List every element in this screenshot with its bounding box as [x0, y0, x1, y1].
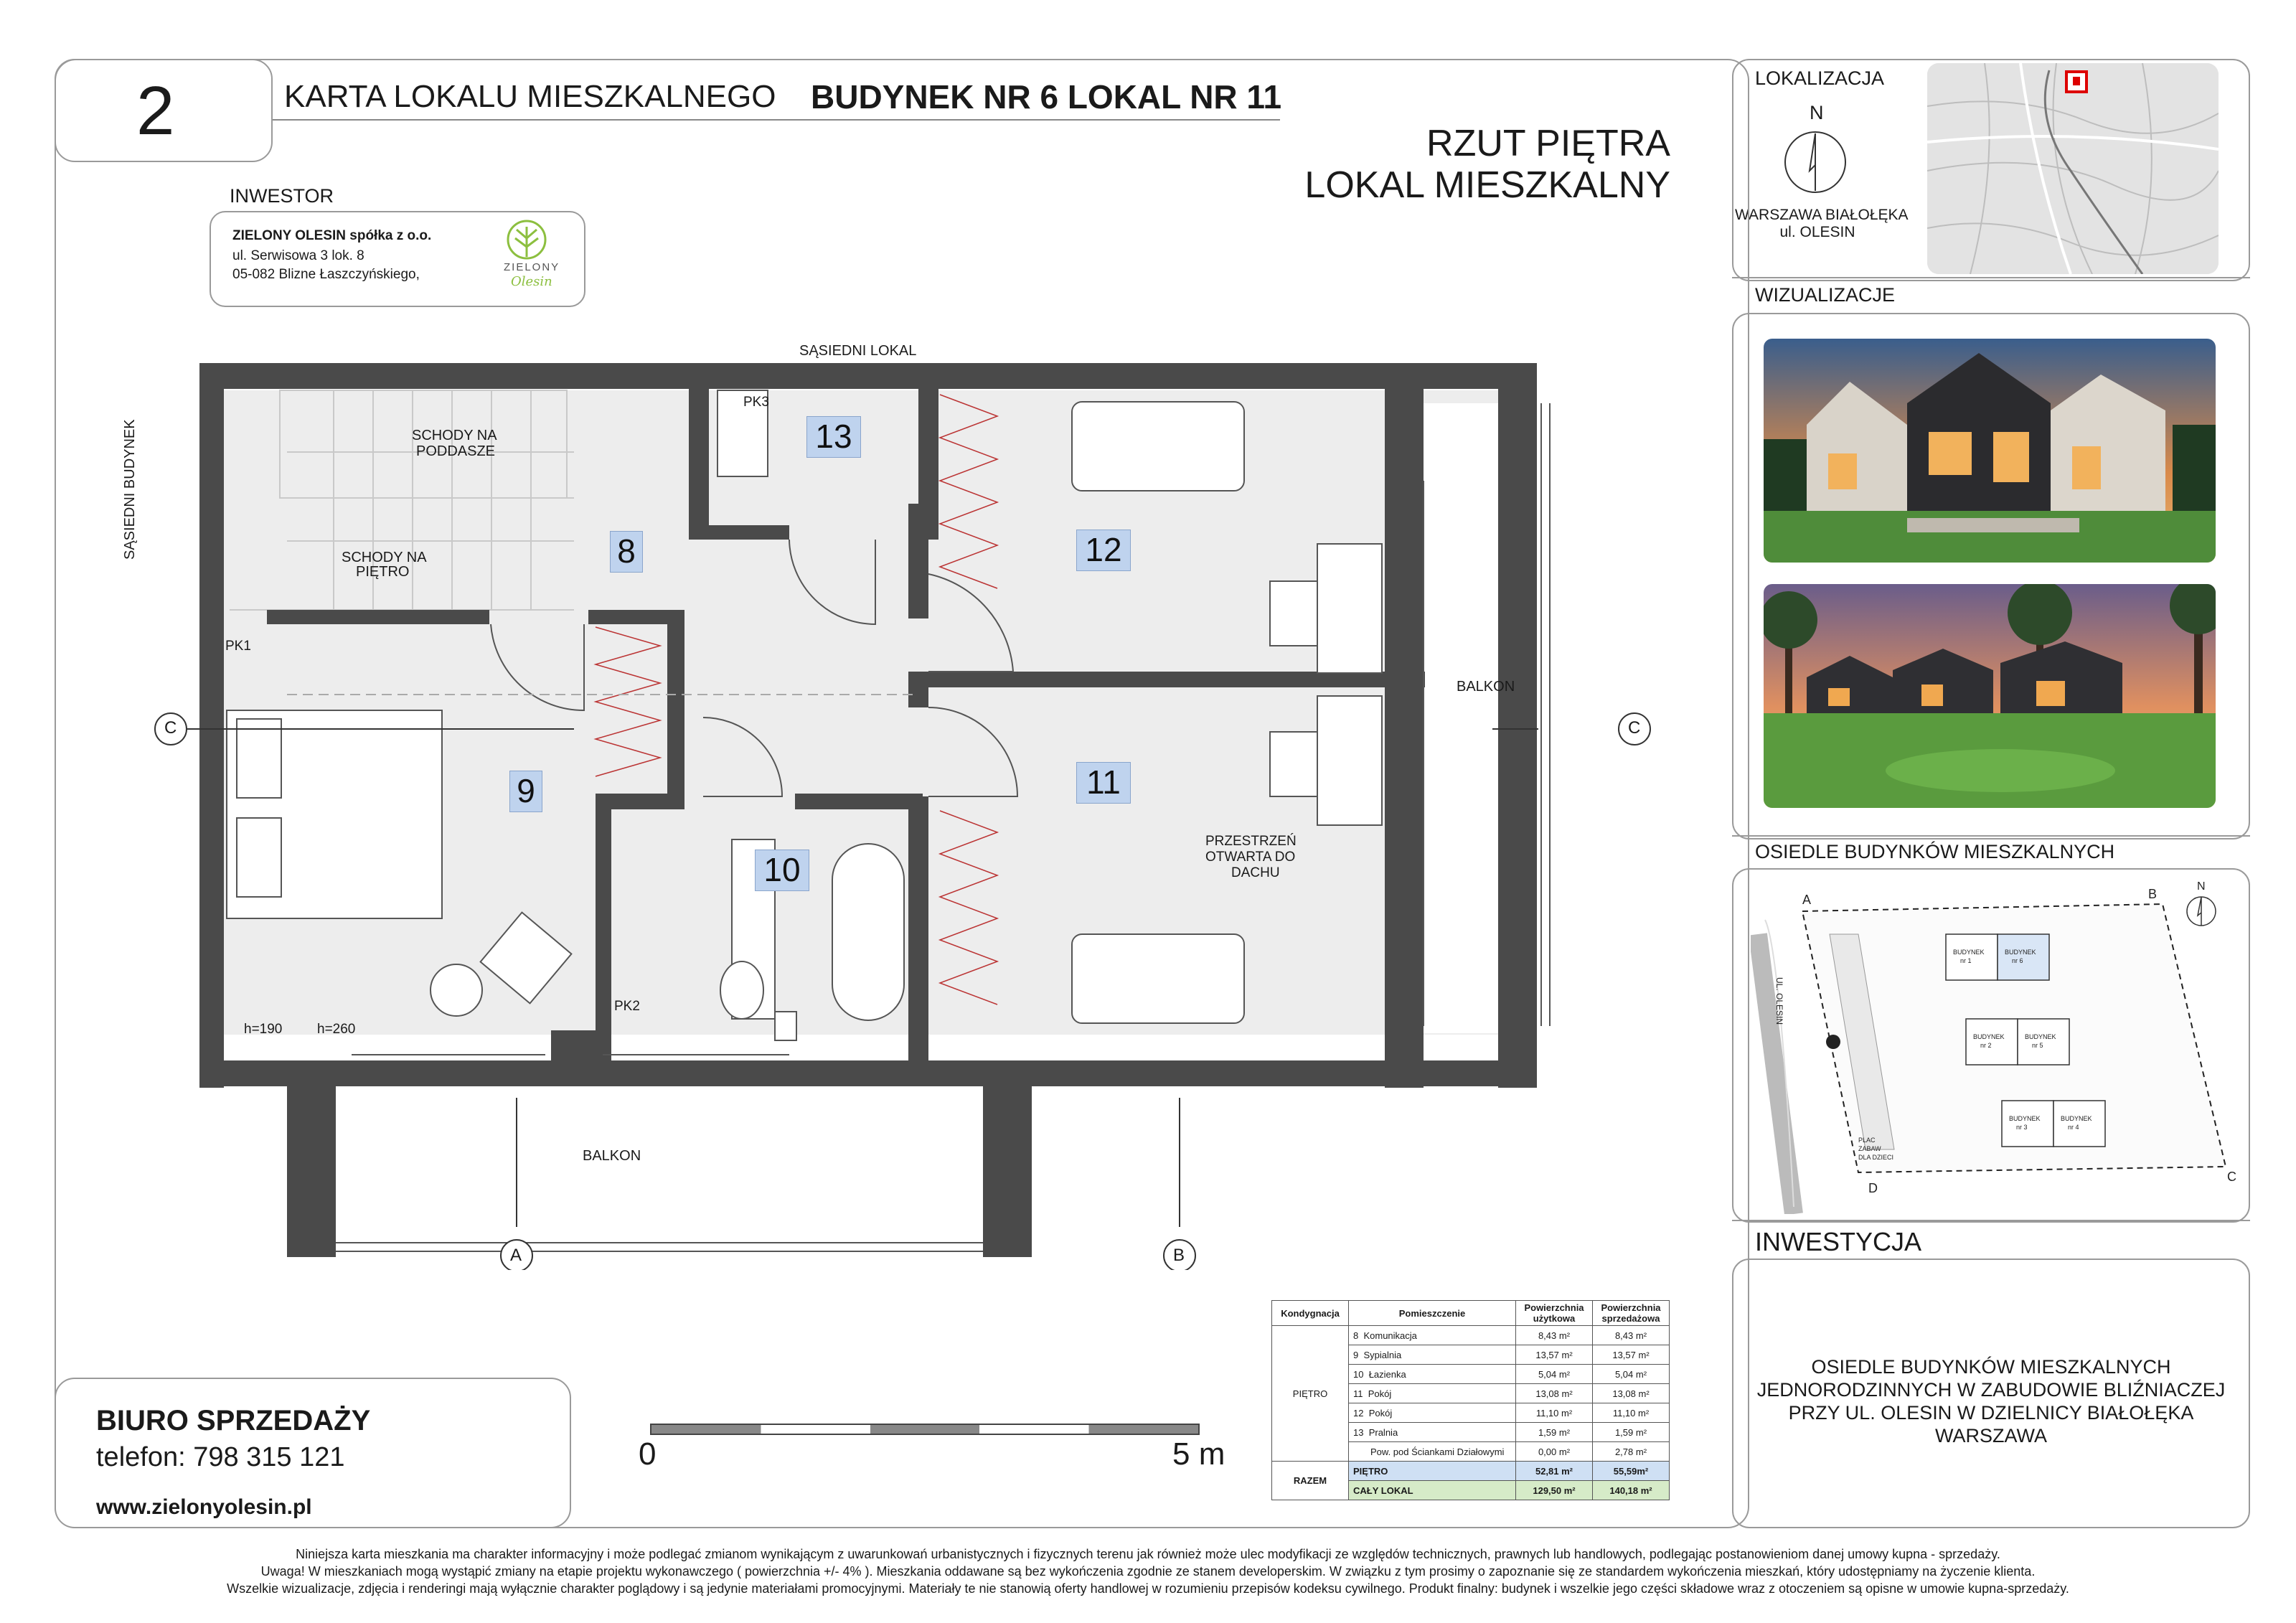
svg-text:PLAC: PLAC	[1858, 1137, 1876, 1144]
investment-line1: OSIEDLE BUDYNKÓW MIESZKALNYCH	[1811, 1356, 2171, 1378]
svg-text:BUDYNEK: BUDYNEK	[1973, 1033, 2005, 1040]
svg-text:N: N	[2197, 880, 2206, 893]
svg-text:nr 2: nr 2	[1980, 1042, 1992, 1049]
area-table	[1271, 1300, 1670, 1500]
pk2-label: PK2	[614, 999, 640, 1014]
estate-divider	[1732, 1220, 2250, 1221]
pk1-label: PK1	[225, 639, 251, 654]
table-row: 9 Sypialnia 13,57 m² 13,57 m²	[1272, 1345, 1670, 1365]
stairs-attic-label-2: PODDASZE	[416, 443, 496, 459]
scale-bar	[650, 1424, 1200, 1435]
table-row: Pow. pod Ściankami Działowymi 0,00 m² 2,78 m²	[1272, 1442, 1670, 1462]
estate-site-plan	[1751, 877, 2239, 1214]
height-190-label: h=190	[244, 1022, 283, 1037]
room-tag-9: 9	[509, 771, 542, 812]
estate-heading: OSIEDLE BUDYNKÓW MIESZKALNYCH	[1755, 841, 2115, 862]
svg-text:C: C	[2227, 1170, 2236, 1184]
open-space-label-1: PRZESTRZEŃ	[1205, 834, 1297, 849]
section-a: A	[510, 1246, 522, 1265]
stairs-floor-label-1: SCHODY NA	[342, 550, 427, 565]
website-link[interactable]: www.zielonyolesin.pl	[96, 1495, 312, 1519]
svg-text:nr 6: nr 6	[2012, 957, 2023, 964]
table-row: CAŁY LOKAL 129,50 m² 140,18 m²	[1272, 1481, 1670, 1500]
location-divider	[1732, 277, 2250, 278]
sheet-number: 2	[136, 72, 175, 149]
svg-text:nr 4: nr 4	[2068, 1124, 2079, 1131]
th-sales: Powierzchnia sprzedażowa	[1593, 1301, 1670, 1326]
visualizations-heading: WIZUALIZACJE	[1755, 284, 1896, 306]
svg-text:BUDYNEK: BUDYNEK	[2025, 1033, 2056, 1040]
pk3-label: PK3	[743, 395, 769, 410]
open-space-label-2: OTWARTA DO	[1205, 850, 1296, 865]
neighbour-top-label: SĄSIEDNI LOKAL	[799, 343, 917, 359]
visualization-image-2	[1764, 584, 2216, 808]
zielony-olesin-logo: ZIELONY Olesin	[491, 217, 563, 296]
balcony-right-label: BALKON	[1457, 679, 1515, 695]
room-tag-8: 8	[610, 531, 643, 573]
investment-line3: PRZY UL. OLESIN W DZIELNICY BIAŁOŁĘKA	[1788, 1402, 2194, 1424]
table-row: 13 Pralnia 1,59 m² 1,59 m²	[1272, 1423, 1670, 1442]
floor-cell: PIĘTRO	[1272, 1326, 1349, 1462]
svg-text:A: A	[1802, 893, 1812, 907]
open-space-label-3: DACHU	[1231, 865, 1280, 880]
scale-end: 5 m	[1172, 1436, 1225, 1472]
svg-text:BUDYNEK: BUDYNEK	[2009, 1115, 2041, 1122]
svg-text:ZABAW: ZABAW	[1858, 1145, 1881, 1152]
card-title: KARTA LOKALU MIESZKALNEGO	[284, 79, 776, 114]
section-b: B	[1173, 1246, 1185, 1265]
table-row: 10 Łazienka 5,04 m² 5,04 m²	[1272, 1365, 1670, 1384]
disclaimer-line2: Uwaga! W mieszkaniach mogą wystąpić zmiany na etapie projektu wykonawczego ( powierzchnia +/- 4% ). Mieszkania oddawane są bez wykończenia zgodnie ze stanem developerskim. W związku z tym prosimy o zapoznanie się ze standardem wykończenia mieszkań, który udostępniamy na życzenie klienta.	[260, 1564, 2036, 1579]
investor-company: ZIELONY OLESIN spółka z o.o.	[232, 228, 432, 243]
room-tag-13: 13	[806, 416, 861, 458]
disclaimer-line3: Wszelkie wizualizacje, zdjęcia i renderingi mają wyłącznie charakter poglądowy i są jedynie materiałami promocyjnymi. Materiały te nie stanowią oferty handlowej w rozumieniu przepisów kodeksu cywilnego. Produkt finalny: budynek i wszelkie jego części składowe wraz z otoczeniem są opisne w umowie kupna-sprzedaży.	[227, 1581, 2069, 1596]
svg-text:D: D	[1868, 1181, 1878, 1195]
table-row: 11 Pokój 13,08 m² 13,08 m²	[1272, 1384, 1670, 1403]
stairs-floor-label-2: PIĘTRO	[356, 564, 410, 580]
location-heading: LOKALIZACJA	[1755, 67, 1885, 89]
header-rule	[273, 119, 1280, 121]
view-title-line1: RZUT PIĘTRA	[1426, 123, 1670, 164]
svg-text:BUDYNEK: BUDYNEK	[2005, 949, 2036, 956]
sales-heading: BIURO SPRZEDAŻY	[96, 1405, 371, 1436]
svg-text:UL. OLESIN: UL. OLESIN	[1774, 977, 1784, 1025]
svg-text:nr 1: nr 1	[1960, 957, 1972, 964]
investment-line4: WARSZAWA	[1935, 1425, 2047, 1446]
sales-phone: telefon: 798 315 121	[96, 1442, 345, 1472]
north-arrow-icon	[1782, 129, 1848, 195]
location-street: ul. OLESIN	[1779, 224, 1855, 240]
location-city: WARSZAWA BIAŁOŁĘKA	[1735, 207, 1909, 223]
height-260-label: h=260	[317, 1022, 356, 1037]
visualizations-divider	[1732, 835, 2250, 837]
svg-text:BUDYNEK: BUDYNEK	[2061, 1115, 2092, 1122]
investment-heading: INWESTYCJA	[1755, 1227, 1922, 1256]
svg-text:DLA DZIECI: DLA DZIECI	[1858, 1154, 1894, 1161]
svg-text:nr 3: nr 3	[2016, 1124, 2028, 1131]
floor-plan	[144, 337, 1751, 1270]
table-row: RAZEM PIĘTRO 52,81 m² 55,59m²	[1272, 1462, 1670, 1481]
investor-heading: INWESTOR	[230, 185, 334, 207]
disclaimer-line1: Niniejsza karta mieszkania ma charakter informacyjny i może podlegać zmianom wynikającym z uwarunkowań urbanistycznych i fizycznych terenu jak również może ulec modyfikacji ze względów technicznych, prawnych lub handlowych, podlegając postanowieniom danej umowy kupna - sprzedaży.	[296, 1547, 2000, 1561]
svg-text:nr 5: nr 5	[2032, 1042, 2043, 1049]
neighbour-left-label: SĄSIEDNI BUDYNEK	[122, 419, 138, 560]
th-storey: Kondygnacja	[1272, 1301, 1349, 1326]
table-row: 12 Pokój 11,10 m² 11,10 m²	[1272, 1403, 1670, 1423]
room-tag-11: 11	[1076, 762, 1131, 804]
svg-text:B: B	[2148, 887, 2158, 901]
visualization-image-1	[1764, 339, 2216, 563]
th-room: Pomieszczenie	[1349, 1301, 1516, 1326]
table-row: PIĘTRO 8 Komunikacja 8,43 m² 8,43 m²	[1272, 1326, 1670, 1345]
section-c-right: C	[1628, 718, 1641, 738]
investor-address1: ul. Serwisowa 3 lok. 8	[232, 248, 364, 263]
view-title-line2: LOKAL MIESZKALNY	[1304, 164, 1670, 206]
location-map	[1927, 63, 2219, 274]
stairs-attic-label-1: SCHODY NA	[412, 428, 497, 443]
building-unit-title: BUDYNEK NR 6 LOKAL NR 11	[811, 78, 1282, 116]
investment-line2: JEDNORODZINNYCH W ZABUDOWIE BLIŹNIACZEJ	[1756, 1379, 2226, 1401]
scale-start: 0	[639, 1436, 657, 1472]
north-label: N	[1810, 102, 1824, 123]
svg-text:BUDYNEK: BUDYNEK	[1953, 949, 1985, 956]
th-usable: Powierzchnia użytkowa	[1516, 1301, 1593, 1326]
section-c-left: C	[164, 718, 177, 738]
investor-address2: 05-082 Blizne Łaszczyńskiego,	[232, 267, 420, 282]
balcony-bottom-label: BALKON	[583, 1148, 641, 1164]
room-tag-10: 10	[755, 850, 809, 891]
room-tag-12: 12	[1076, 530, 1131, 571]
